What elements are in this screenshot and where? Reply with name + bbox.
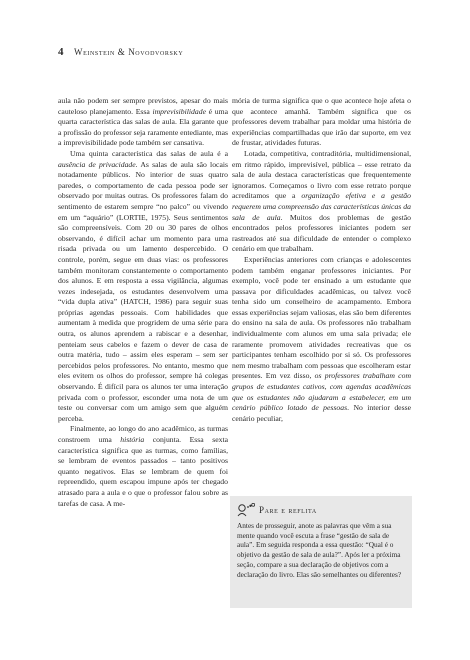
page-number: 4 [58,46,64,58]
left-column [58,96,228,509]
reflect-box-title [237,503,405,517]
running-head: Weinstein & Novodvorsky [74,47,184,57]
reflect-box [230,496,412,608]
paragraph: aula não podem ser sempre previstos, apesar do mais cauteloso planejamento. Essa imprevisibilidade é uma quarta característica das salas de aula. Ela garante que a profissão do professor seja raramente entediante, mas a imprevisibilidade pode também ser cansativa. [58,96,228,148]
thinking-person-icon [237,503,255,517]
emphasis: os professores trabalham com grupos de estudantes cativos, com agendas acadêmicas que os estudantes não ajudaram a estabelecer, em um cenário público lotado de pessoas [232,371,411,413]
reflect-box-body: Antes de prosseguir, anote as palavras que vêm a sua mente quando você escuta a frase “gestão de sala de aula”. Em seguida responda a essa questão: “Qual é o objetivo da gestão de sala de aula?”. Após ler a próxima seção, compare a sua declaração de objetivos com a declaração do livro. Elas são semelhantes ou diferentes? [237,521,402,579]
paragraph: Experiências anteriores com crianças e adolescentes podem também enganar professores iniciantes. Por exemplo, você pode ter ensinado a um estudante que passava por dificuldades acadêmicas, ou talvez você tenha sido um conselheiro de acampamento. Embora essas experiências sejam valiosas, elas são bem diferentes do ensino na sala de aula. Os professores não trabalham individualmente com alunos em uma sala privada; ele raramente promovem atividades recreativas que os participantes tenham escolhido por si só. Os professores nem mesmo trabalham com pessoas que escolheram estar presentes. Em vez disso, os professores trabalham com grupos de estudantes cativos, com agendas acadêmicas que os estudantes não ajudaram a estabelecer, em um cenário público lotado de pessoas. No interior desse cenário peculiar, [232,254,411,423]
paragraph: Lotada, competitiva, contraditória, multidimensional, em ritmo rápido, imprevisível, pública – esse retrato da sala de aula destaca características que frequentemente ignoramos. Começamos o livro com esse retrato porque acreditamos que a organização efetiva e a gestão requerem uma compreensão das características únicas da sala de aula. Muitos dos problemas de gestão encontrados pelos professores iniciantes podem ser rastreados até sua dificuldade de entender o complexo cenário em que trabalham. [232,148,411,254]
paragraph: mória de turma significa que o que acontece hoje afeta o que acontece amanhã. Também significa que os professores devem trabalhar para moldar uma história de experiências compartilhadas que irão dar suporte, em vez de frustar, atividades futuras. [232,96,411,148]
right-column [232,96,411,424]
reflect-box-heading: Pare e reflita [259,505,317,515]
emphasis: organização efetiva e a gestão requerem uma compreensão das características únicas da sala de aula [232,191,411,222]
page-header [58,46,438,60]
emphasis: ausência de privacidade [58,159,136,169]
paragraph: Finalmente, ao longo do ano acadêmico, as turmas constroem uma história conjunta. Essa sexta característica significa que as turmas, como famílias, se lembram de eventos passados – tanto positivos quanto negativos. Elas se lembram de quem foi repreendido, quem escapou impune após ter chegado atrasado para a aula e o que o professor falou sobre as tarefas de casa. A me- [58,424,228,508]
paragraph: Uma quinta característica das salas de aula é a ausência de privacidade. As salas de aula são locais notadamente públicos. No interior de suas quatro paredes, o comportamento de cada pessoa pode ser observado por muitas outras. Os professores falam do sentimento de estarem sempre “no palco” ou vivendo em um “aquário” (LORTIE, 1975). Seus sentimentos são compreensíveis. Com 20 ou 30 pares de olhos observando, é difícil achar um momento para uma risada privada ou um lamento despercebido. O controle, porém, segue em duas vias: os professores também monitoram constantemente o comportamento dos alunos. E em resposta a essa vigilância, algumas vezes indesejada, os estudantes desenvolvem uma “vida dupla ativa” (HATCH, 1986) para seguir suas próprias agendas pessoais. Com habilidades que aumentam à medida que progridem de uma série para outra, os alunos aprendem a rabiscar e a desenhar, penteiam seus cabelos e fazem o dever de casa de outra matéria, tudo – assim eles esperam – sem ser percebidos pelos professores. No entanto, mesmo que eles evitem os olhos do professor, sempre há colegas observando. É difícil para os alunos ter uma interação privada com o professor, esconder uma nota de um teste ou conversar com um amigo sem que alguém perceba. [58,148,228,423]
emphasis: história [120,435,145,444]
emphasis: imprevisibilidade [152,106,206,116]
